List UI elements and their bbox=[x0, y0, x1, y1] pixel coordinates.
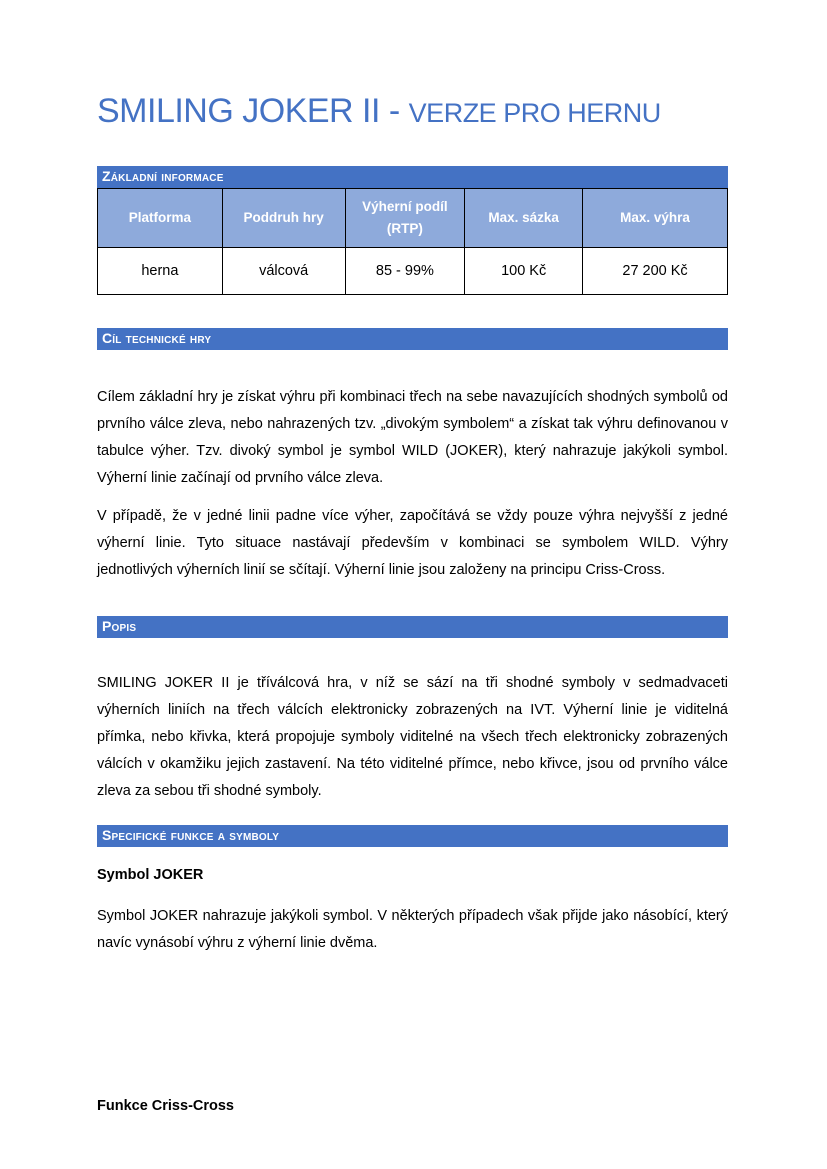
table-header-vyherni-podil-rtp: Výherní podíl (RTP) bbox=[345, 188, 465, 247]
description-paragraph-1: SMILING JOKER II je tříválcová hra, v níž se sází na tři shodné symboly v sedmadvaceti výherních liniích na třech válcích elektronicky zobrazených na IVT. Výherní linie je viditelná přímka, nebo křivka, která propojuje symboly viditelné na všech třech elektronicky zobrazených válcích v okamžiku jejich zastavení. Na této viditelné přímce, nebo křivce, jsou od prvního válce zleva za sebou tři shodné symboly. bbox=[97, 674, 728, 799]
table-cell-max-vyhra: 27 200 Kč bbox=[583, 247, 728, 294]
table-header-max-vyhra: Max. výhra bbox=[583, 188, 728, 247]
table-header-max-sazka: Max. sázka bbox=[465, 188, 583, 247]
page-title-sub: VERZE PRO HERNU bbox=[408, 98, 661, 128]
section-header-goal-label: Cíl technické hry bbox=[102, 329, 212, 346]
goal-paragraph-1: Cílem základní hry je získat výhru při kombinaci třech na sebe navazujících shodných symbolů od prvního válce zleva, nebo nahrazených tzv. „divokým symbolem“ a získat tak výhru definovanou v tabulce výher. Tzv. divoký symbol je symbol WILD (JOKER), který nahrazuje jakýkoli symbol. Výherní linie začínají od prvního válce zleva. bbox=[97, 388, 728, 486]
basic-info-table bbox=[97, 188, 728, 295]
section-header-basic-info bbox=[97, 166, 728, 188]
goal-paragraph-2: V případě, že v jedné linii padne více výher, započítává se vždy pouze výhra nejvyšší z jedné výherní linie. Tyto situace nastávají především v kombinaci se symbolem WILD. Výhry jednotlivých výherních linií se sčítají. Výherní linie jsou založeny na principu Criss-Cross. bbox=[97, 507, 728, 578]
section-header-basic-info-label: Základní informace bbox=[102, 167, 224, 184]
section-header-description-label: Popis bbox=[102, 617, 137, 634]
page-title bbox=[97, 94, 728, 130]
section-header-specific-functions bbox=[97, 825, 728, 847]
table-header-poddruh-hry: Poddruh hry bbox=[222, 188, 345, 247]
section-header-specific-functions-label: Specifické funkce a symboly bbox=[102, 826, 280, 843]
table-cell-vyherni-podil-rtp: 85 - 99% bbox=[345, 247, 465, 294]
table-cell-max-sazka: 100 Kč bbox=[465, 247, 583, 294]
table-cell-poddruh-hry: válcová bbox=[222, 247, 345, 294]
symbol-joker-paragraph: Symbol JOKER nahrazuje jakýkoli symbol. V některých případech však přijde jako násobící, který navíc vynásobí výhru z výherní linie dvěma. bbox=[97, 907, 728, 951]
table-row bbox=[98, 247, 728, 294]
document-page bbox=[97, 0, 728, 1115]
subheading-funkce-criss-cross: Funkce Criss-Cross bbox=[97, 1097, 234, 1114]
section-header-goal bbox=[97, 328, 728, 350]
section-header-description bbox=[97, 616, 728, 638]
page-title-main: SMILING JOKER II - bbox=[97, 92, 409, 130]
table-header-row bbox=[98, 188, 728, 247]
subheading-symbol-joker: Symbol JOKER bbox=[97, 866, 204, 883]
table-cell-platforma: herna bbox=[98, 247, 223, 294]
table-header-platforma: Platforma bbox=[98, 188, 223, 247]
